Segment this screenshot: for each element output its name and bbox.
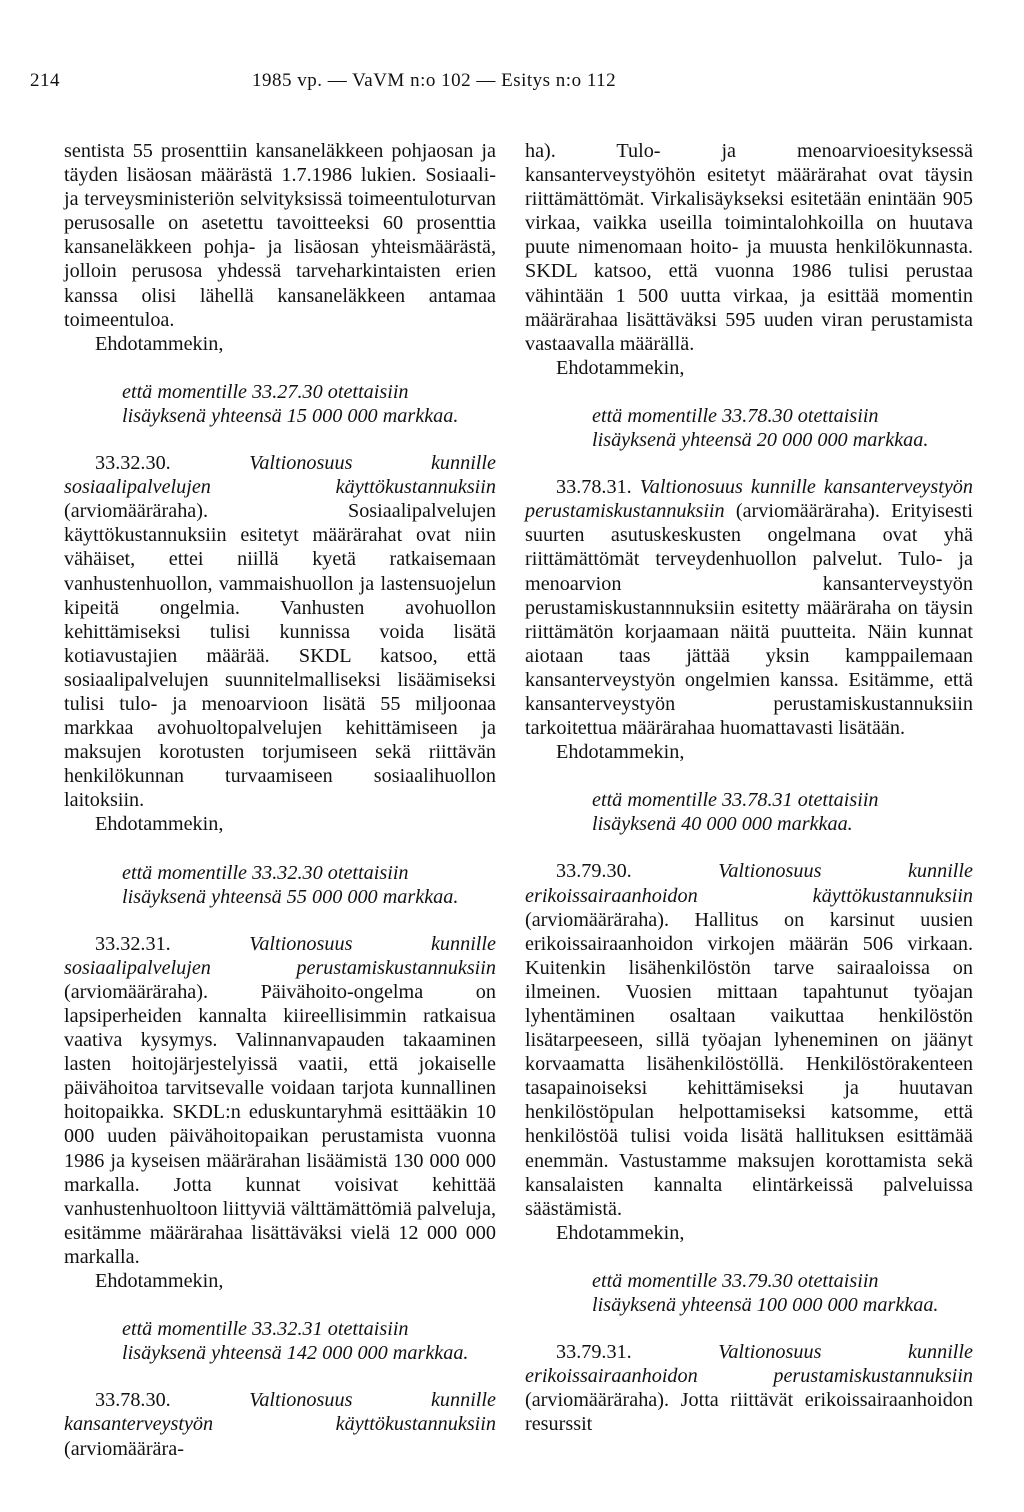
proposal-lead: Ehdotammekin,: [95, 332, 224, 355]
section-body: (arviomääräraha). Sosiaalipalvelujen käyttökustannuksiin esitetyt määrärahat ovat niin vähäiset, ettei niillä kyetä ratkaisemaan vanhustenhuollon, vammaishuollon ja lastensuojelun kipeitä ongelmia. Vanhusten avohuollon kehittämiseksi tulisi kunnissa voida lisätä kotiavustajien määrää. SKDL katsoo, että sosiaalipalvelujen suunnitelmalliseksi lisäämiseksi tulisi tulo- ja menoarvioon lisätä 55 miljoonaa markkaa avohuoltopalvelujen kehittämiseen ja maksujen korotusten torjumiseen sekä riittävän henkilökunnan turvaamiseen sosiaalihuollon laitoksiin.: [64, 500, 496, 812]
proposal-lead: Ehdotammekin,: [95, 1270, 224, 1293]
section-body: (arviomääräraha). Hallitus on karsinut uusien erikoissairaanhoidon virkojen määrän 506 virkaan. Kuitenkin lisähenkilöstön tarve sairaaloissa on ilmeinen. Vuosien mittaan tapahtunut työajan lyhentäminen osaltaan vaikuttaa henkilöstön lisätarpeeseen, sillä työajan lyheneminen on jäänyt korvaamatta lisähenkilöstöllä. Henkilöstörakenteen tasapainoiseksi kehittämiseksi ja huutavan henkilöstöpulan helpottamiseksi katsomme, että henkilöstöä tulisi voida lisätä hallituksen esittämää enemmän. Vastustamme maksujen korottamista sekä kansalaisten kannalta elintärkeissä palveluissa säästämistä.: [525, 908, 973, 1220]
proposal: [122, 1317, 496, 1365]
section-title: Valtionosuus kunnille kansanterveystyön käyttökustannuksiin: [64, 1389, 496, 1436]
proposal-line: lisäyksenä yhteensä 20 000 000 markkaa.: [592, 429, 929, 452]
proposal-line: että momentille 33.32.31 otettaisiin: [122, 1318, 409, 1341]
proposal-lead: Ehdotammekin,: [556, 741, 685, 764]
proposal-line: lisäyksenä yhteensä 15 000 000 markkaa.: [122, 404, 459, 427]
proposal-lead: Ehdotammekin,: [556, 356, 685, 379]
section-paragraph: [64, 1388, 496, 1460]
section-number: 33.79.30.: [556, 860, 632, 883]
proposal: [592, 404, 973, 452]
page-number: 214: [30, 70, 60, 91]
proposal-line: lisäyksenä yhteensä 55 000 000 markkaa.: [122, 885, 459, 908]
proposal-lead: Ehdotammekin,: [556, 1221, 685, 1244]
section-body: (arviomääräraha). Jotta riittävät erikoissairaanhoidon resurssit: [525, 1389, 973, 1436]
proposal-line: lisäyksenä yhteensä 142 000 000 markkaa.: [122, 1342, 469, 1365]
paragraph: ha). Tulo- ja menoarvioesityksessä kansanterveystyöhön esitetyt määrärahat ovat täysin riittämättömät. Virkalisäykseksi esitetään enintään 905 virkaa, vaikka useilla toimintalohkoilla on huutava puute nimenomaan hoito- ja muusta henkilökunnasta. SKDL katsoo, että vuonna 1986 tulisi perustaa vähintään 1 500 uutta virkaa, ja esittää momentin määrärahaa lisättäväksi 595 uuden viran perustamista vastaavalla määrällä.: [525, 140, 973, 355]
section-number: 33.32.31.: [95, 932, 171, 955]
section-number: 33.78.30.: [95, 1389, 171, 1412]
section-title: Valtionosuus kunnille erikoissairaanhoidon perustamiskustannuksiin: [525, 1341, 973, 1388]
section-paragraph: [525, 1340, 973, 1436]
proposal-line: että momentille 33.78.30 otettaisiin: [592, 404, 879, 427]
proposal: [122, 380, 496, 428]
section-number: 33.79.31.: [556, 1341, 632, 1364]
proposal-line: lisäyksenä 40 000 000 markkaa.: [592, 813, 853, 836]
proposal-line: lisäyksenä yhteensä 100 000 000 markkaa.: [592, 1294, 939, 1317]
section-number: 33.78.31.: [556, 476, 632, 499]
section-paragraph: [525, 475, 973, 740]
section-title: Valtionosuus kunnille sosiaalipalvelujen perustamiskustannuksiin: [64, 932, 496, 979]
section-number: 33.32.30.: [95, 452, 171, 475]
section-paragraph: [64, 932, 496, 1269]
proposal: [592, 1269, 973, 1317]
section-body: (arviomäärära-: [64, 1437, 184, 1460]
section-title: Valtionosuus kunnille kansanterveystyön perustamiskustannuksiin: [525, 476, 973, 523]
section-title: Valtionosuus kunnille sosiaalipalvelujen käyttökustannuksiin: [64, 452, 496, 499]
section-body: (arviomääräraha). Erityisesti suurten asutuskeskusten ongelmana ovat yhä riittämättömät terveydenhuollon palvelut. Tulo- ja menoarvion kansanterveystyön perustamiskustannnuksiin esitetty määräraha on täysin riittämätön korjaamaan näitä puutteita. Näin kunnat aiotaan taas jättää yksin kamppailemaan kansanterveystyön ongelmien kanssa. Esitämme, että kansanterveystyön perustamiskustannuksiin tarkoitettua määrärahaa huomattavasti lisätään.: [525, 500, 973, 740]
page-header: [30, 70, 980, 100]
section-body: (arviomääräraha). Päivähoito-ongelma on lapsiperheiden kannalta kiireellisimmin ratkaisua vaativa kysymys. Valinnanvapauden takaaminen lasten hoitojärjestelyissä vaatii, että jokaiselle päivähoitoa tarvitsevalle voidaan tarjota kunnallinen hoitopaikka. SKDL:n eduskuntaryhmä esittääkin 10 000 uuden päivähoitopaikan perustamista vuonna 1986 ja kyseisen määrärahan lisäämistä 130 000 000 markalla. Jotta kunnat voisivat kehittää vanhustenhuoltoon liittyviä välttämättömiä palveluja, esitämme määrärahaa lisättäväksi vielä 12 000 000 markalla.: [64, 980, 496, 1268]
proposal-line: että momentille 33.79.30 otettaisiin: [592, 1269, 879, 1292]
proposal-line: että momentille 33.27.30 otettaisiin: [122, 380, 409, 403]
right-column: [525, 139, 973, 1437]
proposal-line: että momentille 33.32.30 otettaisiin: [122, 861, 409, 884]
running-title: 1985 vp. — VaVM n:o 102 — Esitys n:o 112: [252, 70, 617, 91]
section-paragraph: [525, 859, 973, 1220]
paragraph: sentista 55 prosenttiin kansaneläkkeen pohjaosan ja täyden lisäosan määrästä 1.7.1986 lukien. Sosiaali- ja terveysministeriön selvityksissä toimeentuloturvan perusosalle on asetettu tavoitteeksi 60 prosenttia kansaneläkkeen pohja- ja lisäosan yhteismäärästä, jolloin perusosa yhdessä tarveharkintaisten erien kanssa olisi lähellä kansaneläkkeen antamaa toimeentuloa.: [64, 140, 496, 331]
section-title: Valtionosuus kunnille erikoissairaanhoidon käyttökustannuksiin: [525, 860, 973, 907]
proposal-line: että momentille 33.78.31 otettaisiin: [592, 789, 879, 812]
proposal: [592, 788, 973, 836]
proposal-lead: Ehdotammekin,: [95, 813, 224, 836]
left-column: [64, 139, 496, 1461]
section-paragraph: [64, 451, 496, 812]
proposal: [122, 861, 496, 909]
